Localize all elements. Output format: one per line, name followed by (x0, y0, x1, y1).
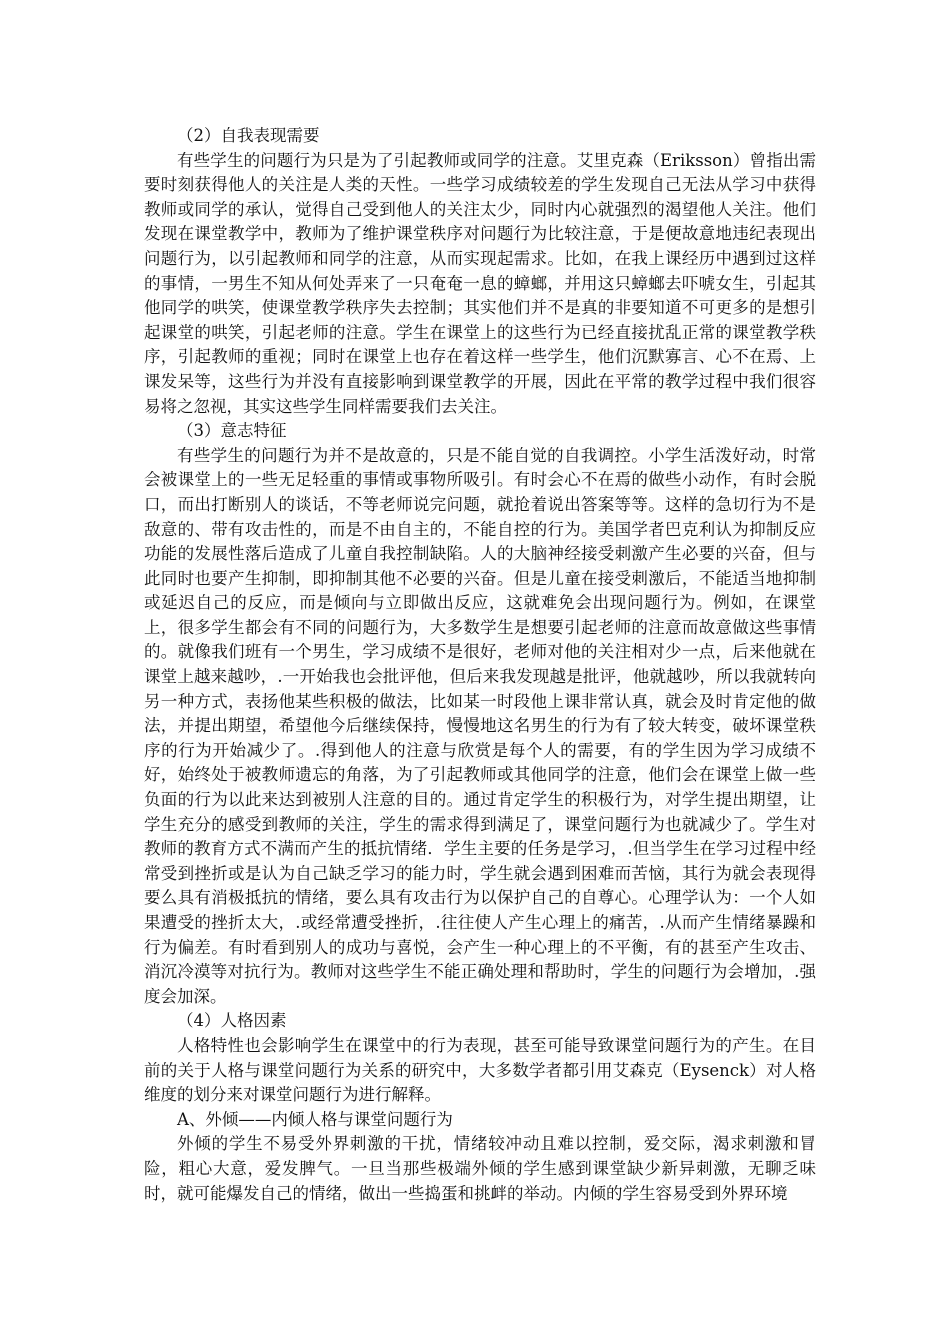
section-heading-extraversion: A、外倾——内倾人格与课堂问题行为 (177, 1109, 453, 1129)
section-heading-will-traits: （3）意志特征 (177, 421, 287, 441)
paragraph-will-traits: 有些学生的问题行为并不是故意的，只是不能自觉的自我调控。小学生活泼好动，时常会被课堂上的一些无足轻重的事情或事物所吸引。有时会心不在焉的做些小动作，有时会脱口，而出打断别人的谈话，不等老师说完问题，就抢着说出答案等等。这样的急切行为不是敌意的、带有攻击性的，而是不由自主的，不能自控的行为。美国学者巴克利认为抑制反应功能的发展性落后造成了儿童自我控制缺陷。人的大脑神经接受刺激产生必要的兴奋，但与此同时也要产生抑制，即抑制其他不必要的兴奋。但是儿童在接受刺激后，不能适当地抑制或延迟自己的反应，而是倾向与立即做出反应，这就难免会出现问题行为。例如，在课堂上，很多学生都会有不同的问题行为，大多数学生是想要引起老师的注意而故意做这些事情的。就像我们班有一个男生，学习成绩不是很好，老师对他的关注相对少一点，后来他就在课堂上越来越吵，.一开始我也会批评他，但后来我发现越是批评，他就越吵，所以我就转向另一种方式，表扬他某些积极的做法，比如某一时段他上课非常认真，就会及时肯定他的做法，并提出期望，希望他今后继续保持，慢慢地这名男生的行为有了较大转变，破坏课堂秩序的行为开始减少了。.得到他人的注意与欣赏是每个人的需要，有的学生因为学习成绩不好，始终处于被教师遗忘的角落，为了引起教师或其他同学的注意，他们会在课堂上做一些负面的行为以此来达到被别人注意的目的。通过肯定学生的积极行为，对学生提出期望，让学生充分的感受到教师的关注，学生的需求得到满足了，课堂问题行为也就减少了。学生对教师的教育方式不满而产生的抵抗情绪．学生主要的任务是学习，.但当学生在学习过程中经常受到挫折或是认为自己缺乏学习的能力时，学生就会遇到困难而苦恼，其行为就会表现得要么具有消极抵抗的情绪，要么具有攻击行为以保护自己的自尊心。心理学认为：一个人如果遭受的挫折太大，.或经常遭受挫折，.往往使人产生心理上的痛苦，.从而产生情绪暴躁和行为偏差。有时看到别人的成功与喜悦，会产生一种心理上的不平衡，有的甚至产生攻击、消沉冷漠等对抗行为。教师对这些学生不能正确处理和帮助时，学生的问题行为会增加，.强度会加深。 (144, 445, 816, 1006)
paragraph-self-expression: 有些学生的问题行为只是为了引起教师或同学的注意。艾里克森（Eriksson）曾指出需要时刻获得他人的关注是人类的天性。一些学习成绩较差的学生发现自己无法从学习中获得教师或同学的承认，觉得自己受到他人的关注太少，同时内心就强烈的渴望他人关注。他们发现在课堂教学中，教师为了维护课堂秩序对问题行为比较注意，于是便故意地违纪表现出问题行为，以引起教师和同学的注意，从而实现起需求。比如，在我上课经历中遇到过这样的事情，一男生不知从何处弄来了一只奄奄一息的蟑螂，并用这只蟑螂去吓唬女生，引起其他同学的哄笑，使课堂教学秩序失去控制；其实他们并不是真的非要知道不可更多的是想引起课堂的哄笑，引起老师的注意。学生在课堂上的这些行为已经直接扰乱正常的课堂教学秩序，引起教师的重视；同时在课堂上也存在着这样一些学生，他们沉默寡言、心不在焉、上课发呆等，这些行为并没有直接影响到课堂教学的开展，因此在平常的教学过程中我们很容易将之忽视，其实这些学生同样需要我们去关注。 (144, 150, 816, 416)
paragraph-personality: 人格特性也会影响学生在课堂中的行为表现，甚至可能导致课堂问题行为的产生。在目前的关于人格与课堂问题行为关系的研究中，大多数学者都引用艾森克（Eysenck）对人格维度的划分来对课堂问题行为进行解释。 (144, 1035, 816, 1105)
paragraph-extraversion: 外倾的学生不易受外界刺激的干扰，情绪较冲动且难以控制，爱交际，渴求刺激和冒险，粗心大意，爱发脾气。一旦当那些极端外倾的学生感到课堂缺少新异刺激，无聊乏味时，就可能爆发自己的情绪，做出一些捣蛋和挑衅的举动。内倾的学生容易受到外界环境 (144, 1134, 816, 1203)
document-body (144, 124, 816, 1206)
section-heading-personality: （4）人格因素 (177, 1011, 287, 1031)
section-heading-self-expression: （2）自我表现需要 (177, 126, 320, 145)
